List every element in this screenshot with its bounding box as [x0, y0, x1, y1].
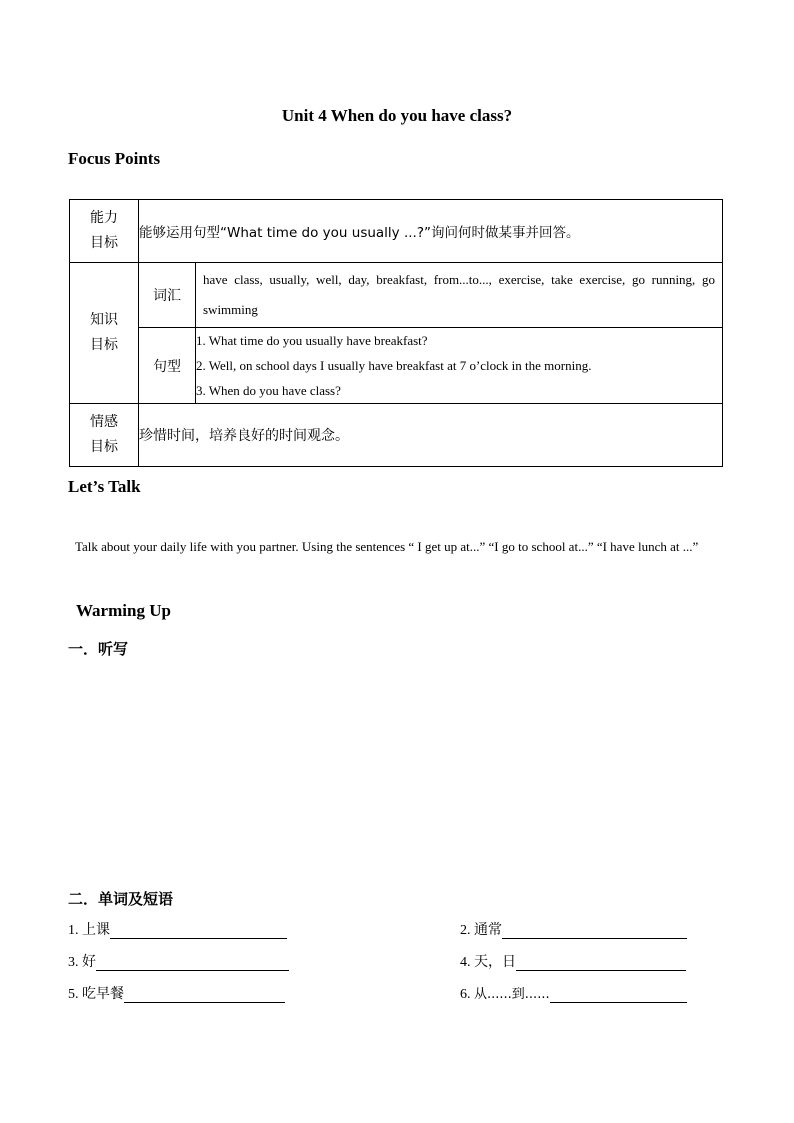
emotion-content	[139, 404, 723, 467]
item-label: 好	[82, 954, 96, 970]
emotion-row	[70, 404, 723, 467]
item-label: 上课	[82, 922, 110, 938]
ability-label-line2: 目标	[90, 235, 118, 251]
item-number: 3.	[68, 955, 79, 970]
ability-label-line1: 能力	[90, 210, 118, 226]
ability-content	[139, 200, 723, 263]
exercise-item	[68, 919, 287, 939]
item-number: 5.	[68, 987, 79, 1002]
dictation-section-heading: 一．听写	[68, 640, 129, 658]
answer-blank[interactable]	[550, 986, 687, 1003]
vocab-label: 词汇	[139, 263, 196, 328]
item-label: 通常	[474, 922, 502, 938]
item-label: 从......到......	[474, 987, 550, 1002]
emotion-label-line2: 目标	[90, 439, 118, 455]
focus-points-table	[69, 199, 723, 467]
focus-points-heading: Focus Points	[68, 149, 161, 168]
sentence-item: 2. Well, on school days I usually have breakfast at 7 o’clock in the morning.	[196, 358, 592, 373]
item-number: 2.	[460, 923, 471, 938]
sentence-item: 1. What time do you usually have breakfast?	[196, 333, 428, 348]
emotion-text: 珍惜时间，培养良好的时间观念。	[139, 428, 349, 444]
answer-blank[interactable]	[96, 954, 289, 971]
page-title: Unit 4 When do you have class?	[281, 106, 513, 125]
emotion-label-line1: 情感	[90, 414, 118, 430]
item-number: 4.	[460, 955, 471, 970]
ability-text: 能够运用句型“What time do you usually ...?”询问何时做某事并回答。	[139, 225, 580, 241]
lets-talk-heading: Let’s Talk	[68, 477, 141, 496]
vocab-section-heading: 二．单词及短语	[68, 890, 174, 908]
sentence-content	[196, 328, 723, 404]
answer-blank[interactable]	[110, 922, 287, 939]
knowledge-label-line1: 知识	[90, 312, 118, 328]
warming-up-heading: Warming Up	[76, 601, 171, 620]
item-number: 6.	[460, 987, 471, 1002]
emotion-label	[70, 404, 139, 467]
vocab-content: have class, usually, well, day, breakfast, from...to..., exercise, take exercise, go running, go swimming	[196, 263, 723, 328]
answer-blank[interactable]	[502, 922, 687, 939]
ability-label	[70, 200, 139, 263]
exercise-item	[460, 983, 687, 1003]
answer-blank[interactable]	[124, 986, 285, 1003]
exercise-item	[460, 951, 686, 971]
exercise-item	[460, 919, 687, 939]
item-label: 天，日	[474, 954, 516, 970]
lets-talk-instructions: Talk about your daily life with you partner. Using the sentences “ I get up at...” “I go to school at...” “I have lunch at ...”	[75, 539, 699, 554]
sentence-row	[70, 328, 723, 404]
answer-blank[interactable]	[516, 954, 686, 971]
knowledge-label-line2: 目标	[90, 337, 118, 353]
vocab-row	[70, 263, 723, 328]
sentence-label: 句型	[139, 328, 196, 404]
knowledge-label	[70, 263, 139, 404]
item-number: 1.	[68, 923, 79, 938]
ability-row	[70, 200, 723, 263]
sentence-item: 3. When do you have class?	[196, 383, 341, 398]
exercise-item	[68, 983, 285, 1003]
item-label: 吃早餐	[82, 986, 124, 1002]
exercise-item	[68, 951, 289, 971]
